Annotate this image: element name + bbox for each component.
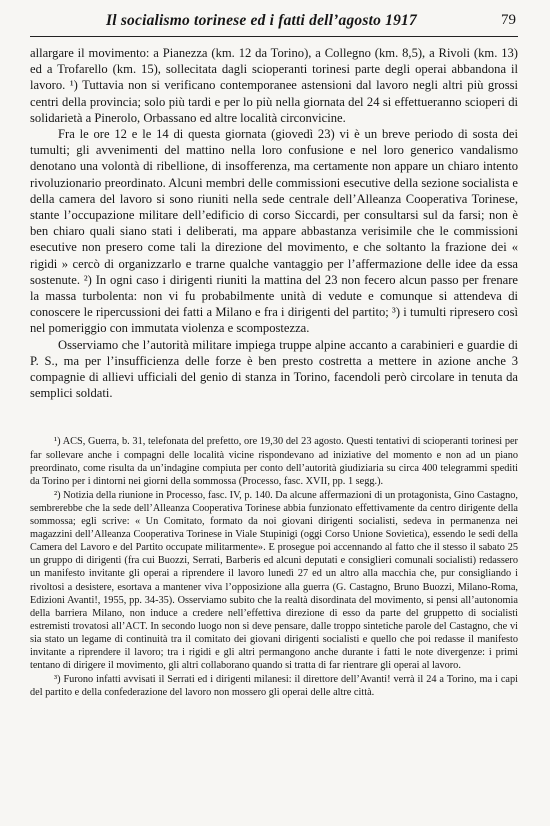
footnotes: [30, 435, 518, 699]
page-number: 79: [501, 12, 516, 28]
running-title: Il socialismo torinese ed i fatti dell’agosto 1917: [106, 12, 417, 29]
footnote: ¹) ACS, Guerra, b. 31, telefonata del prefetto, ore 19,30 del 23 agosto. Questi tentativi di scioperanti torinesi per far sollevare anche i compagni delle località vicine rispondevano ad iniziative del momento e non ad un piano preordinato, come risulta da un’indagine compiuta per conto dell’autorità giudiziaria su circa 400 telegrammi spediti da Torino per i dintorni nei giorni della sommossa (Processo, fasc. XVII, pp. 1 segg.).: [30, 436, 518, 487]
paragraph: Osserviamo che l’autorità militare impiega truppe alpine accanto a carabinieri e guardie di P. S., ma per l’insufficienza delle forze è ben presto costretta a mettere in azione anche 3 compagnie di allievi ufficiali del genio di stanza in Torino, facendoli però circolare in tenuta da semplici soldati.: [30, 337, 518, 401]
paragraph: Fra le ore 12 e le 14 di questa giornata (giovedì 23) vi è un breve periodo di sosta dei tumulti; gli avvenimenti del mattino nella loro confusione e nel loro generico vandalismo denotano una volontà di ribellione, di insofferenza, ma certamente non appare un chiaro intento rivoluzionario preordinato. Alcuni membri delle commissioni esecutive della sezione socialista e della camera del lavoro si sono riuniti nella sede centrale dell’Alleanza Cooperativa Torinese, stante l’occupazione militare dell’edificio di corso Siccardi, per consultarsi sul da farsi; non è ben chiaro quali siano stati i deliberati, ma appare abbastanza verisimile che le commissioni esecutive non presero come tali la direzione del movimento, e che soltanto la frazione dei « rigidi » cercò di organizzarlo e trarne qualche vantaggio per l’affermazione delle idee da essa sostenute. ²) In ogni caso i dirigenti riuniti la mattina del 23 non fecero alcun passo per frenare la massa turbolenta: non vi fu probabilmente unità di vedute e comunque si attendeva di conoscere le ripercussioni dei fatti a Milano e fra i dirigenti del partito; ³) i tumulti ripresero così nel pomeriggio con immutata violenza e scompostezza.: [30, 127, 518, 336]
page-header: [30, 10, 518, 36]
paragraph: allargare il movimento: a Pianezza (km. 12 da Torino), a Collegno (km. 8,5), a Rivoli (km. 13) ed a Trofarello (km. 15), sollecitata dagli scioperanti torinesi parte degli operai abbandona il lavoro. ¹) Tuttavia non si verificano contemporanee astensioni dal lavoro negli altri più grossi centri della provincia; solo più tardi e per lo più nella giornata del 24 si effettueranno scioperi di solidarietà a Pinerolo, Orbassano ed altre località circonvicine.: [30, 46, 518, 125]
header-rule: [30, 36, 518, 37]
footnote: ³) Furono infatti avvisati il Serrati ed i dirigenti milanesi: il direttore dell’Avanti! verrà il 24 a Torino, ma i capi del partito e della confederazione del lavoro non mossero gli operai delle altre città.: [30, 674, 518, 699]
main-text: [30, 45, 518, 401]
footnote: ²) Notizia della riunione in Processo, fasc. IV, p. 140. Da alcune affermazioni di un protagonista, Gino Castagno, sembrerebbe che la sede dell’Alleanza Cooperativa Torinese abbia funzionato effettivamente da centro dirigente della sommossa; egli scrive: « Un Comitato, formato da noi giovani dirigenti socialisti, sedeva in permanenza nei magazzini dell’Alleanza Cooperativa Torinese in Viale Stupinigi (oggi Corso Unione Sovietica), essendo le sedi della Camera del Lavoro e del Partito occupate militarmente». E prosegue poi accennando al fatto che il stesso il sabato 25 un gruppo di dirigenti (fra cui Buozzi, Serrati, Barberis ed alcuni deputati e consiglieri comunali socialisti) redassero un manifesto invitante gli operai a riprendere il lavoro lunedì 27 ed un altro alla macchia che, pur consigliando i rivoltosi a desistere, esortava a mantener viva l’opposizione alla guerra (G. Castagno, Bruno Buozzi, Milano-Roma, Edizioni Avanti!, 1955, pp. 34-35). Osserviamo subito che la realtà disordinata del movimento, si pensi all’autonomia della barriera Milano, non induce a credere nell’effettiva direzione di esso da parte del gruppetto di socialisti estremisti trovatosi all’ACT. In secondo luogo non si deve pensare, dalle troppo sintetiche parole del Castagno, che vi sia stato un legame di continuità tra il comitato dei giovani dirigenti socialisti e quello che poi redasse il manifesto invitante a riprendere il lavoro; tra i rigidi e gli altri permangono anche durante i fatti le note divergenze: i primi tentano di dirigere il movimento, gli altri collaborano quando si tratta di far rientrare gli operai al lavoro.: [30, 489, 518, 672]
